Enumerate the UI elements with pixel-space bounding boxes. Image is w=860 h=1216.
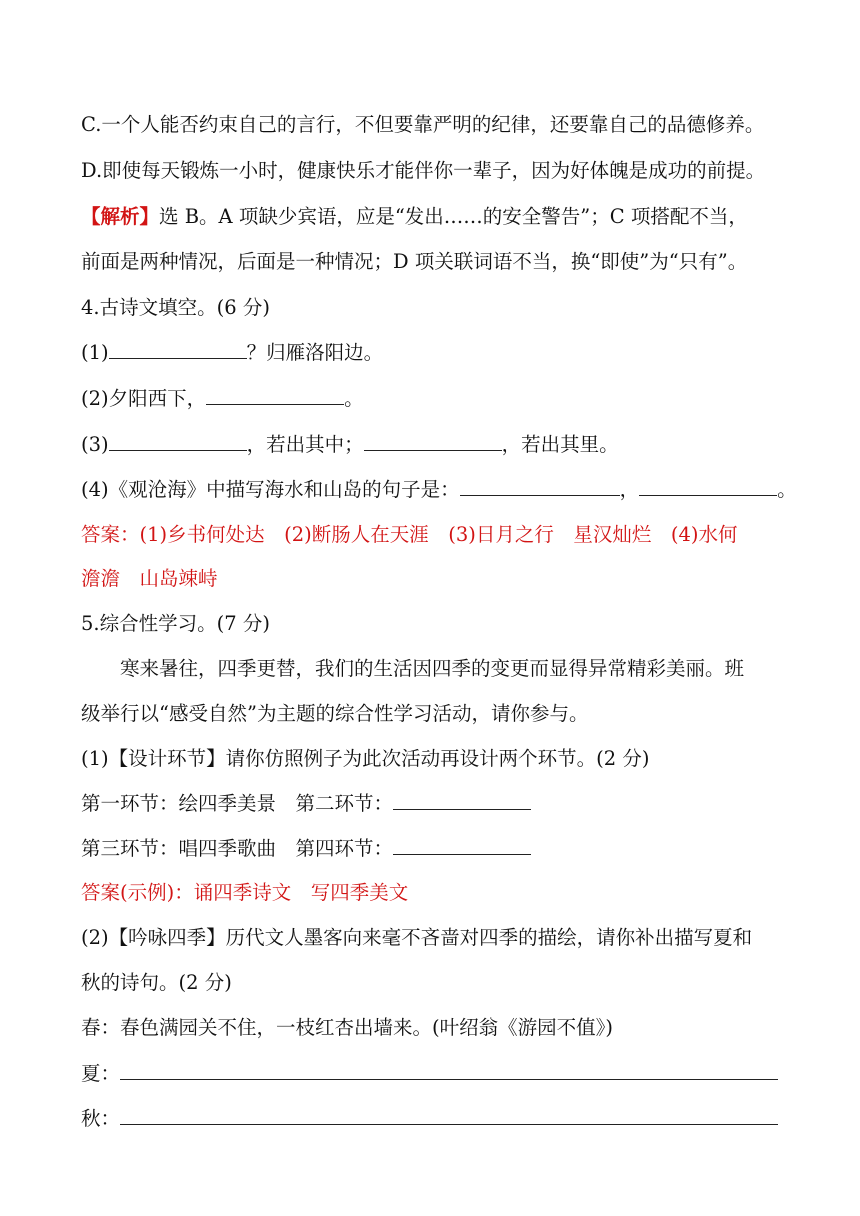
q5-step-3-text: 第三环节：唱四季歌曲 第四环节： xyxy=(81,837,394,860)
q4-item-2-suffix: 。 xyxy=(344,387,364,410)
q4-blank-3a[interactable] xyxy=(109,432,247,451)
q5-autumn-label: 秋： xyxy=(81,1107,121,1130)
q5-summer-line xyxy=(81,1061,778,1087)
analysis-text-1: 选 B。A 项缺少宾语，应是“发出……的安全警告”；C 项搭配不当， xyxy=(159,205,748,228)
q4-blank-4a[interactable] xyxy=(460,477,620,496)
q4-blank-1[interactable] xyxy=(109,340,247,359)
q5-sub2-line-1: (2)【吟咏四季】历代文人墨客向来毫不吝啬对四季的描绘，请你补出描写夏和 xyxy=(81,926,753,949)
q5-step-row-2 xyxy=(81,836,531,862)
analysis-line-2: 前面是两种情况，后面是一种情况；D 项关联词语不当，换“即使”为“只有”。 xyxy=(81,250,748,273)
q5-autumn-line xyxy=(81,1106,778,1132)
q4-blank-2[interactable] xyxy=(206,386,344,405)
option-c: C.一个人能否约束自己的言行，不但要靠严明的纪律，还要靠自己的品德修养。 xyxy=(81,113,765,136)
q4-item-2 xyxy=(81,386,364,412)
q5-sub1-answer: 答案(示例)：诵四季诗文 写四季美文 xyxy=(81,881,409,904)
q4-item-3 xyxy=(81,432,619,458)
q5-spring-line: 春：春色满园关不住，一枝红杏出墙来。(叶绍翁《游园不值》) xyxy=(81,1016,613,1039)
q5-blank-summer[interactable] xyxy=(120,1061,778,1080)
q4-answer-line-1: 答案：(1)乡书何处达 (2)断肠人在天涯 (3)日月之行 星汉灿烂 (4)水何 xyxy=(81,523,738,546)
q4-item-4-middle: ， xyxy=(619,478,640,501)
q4-item-4-suffix: 。 xyxy=(777,478,797,501)
q5-step-row-1 xyxy=(81,791,531,817)
analysis-label: 【解析】 xyxy=(81,205,160,228)
q5-intro-line-1: 寒来暑往，四季更替，我们的生活因四季的变更而显得异常精彩美丽。班 xyxy=(120,657,745,680)
q4-item-2-prefix: (2)夕阳西下， xyxy=(81,387,207,410)
analysis-line-1 xyxy=(81,204,748,230)
q5-blank-step-2[interactable] xyxy=(393,791,531,810)
q5-sub2-line-2: 秋的诗句。(2 分) xyxy=(81,971,232,994)
q5-summer-label: 夏： xyxy=(81,1062,121,1085)
q4-title: 4.古诗文填空。(6 分) xyxy=(81,296,270,319)
q5-step-1-text: 第一环节：绘四季美景 第二环节： xyxy=(81,792,394,815)
q5-intro-line-2: 级举行以“感受自然”为主题的综合性学习活动，请你参与。 xyxy=(81,702,589,725)
q5-title: 5.综合性学习。(7 分) xyxy=(81,612,270,635)
q5-sub1-title: (1)【设计环节】请你仿照例子为此次活动再设计两个环节。(2 分) xyxy=(81,747,650,770)
q4-item-4 xyxy=(81,477,797,503)
q4-answer-line-2: 澹澹 山岛竦峙 xyxy=(81,567,218,590)
q4-blank-4b[interactable] xyxy=(639,477,777,496)
q5-blank-step-4[interactable] xyxy=(393,836,531,855)
q4-item-1-suffix: ？归雁洛阳边。 xyxy=(246,341,384,364)
q4-item-4-prefix: (4)《观沧海》中描写海水和山岛的句子是： xyxy=(81,478,460,501)
option-d: D.即使每天锻炼一小时，健康快乐才能伴你一辈子，因为好体魄是成功的前提。 xyxy=(81,159,766,182)
q4-item-3-suffix: ，若出其里。 xyxy=(501,433,619,456)
q4-item-1-prefix: (1) xyxy=(81,341,109,364)
q4-item-3-prefix: (3) xyxy=(81,433,109,456)
q4-blank-3b[interactable] xyxy=(364,432,502,451)
q4-item-3-middle: ，若出其中； xyxy=(246,433,364,456)
q5-blank-autumn[interactable] xyxy=(120,1106,778,1125)
q4-item-1 xyxy=(81,340,383,366)
